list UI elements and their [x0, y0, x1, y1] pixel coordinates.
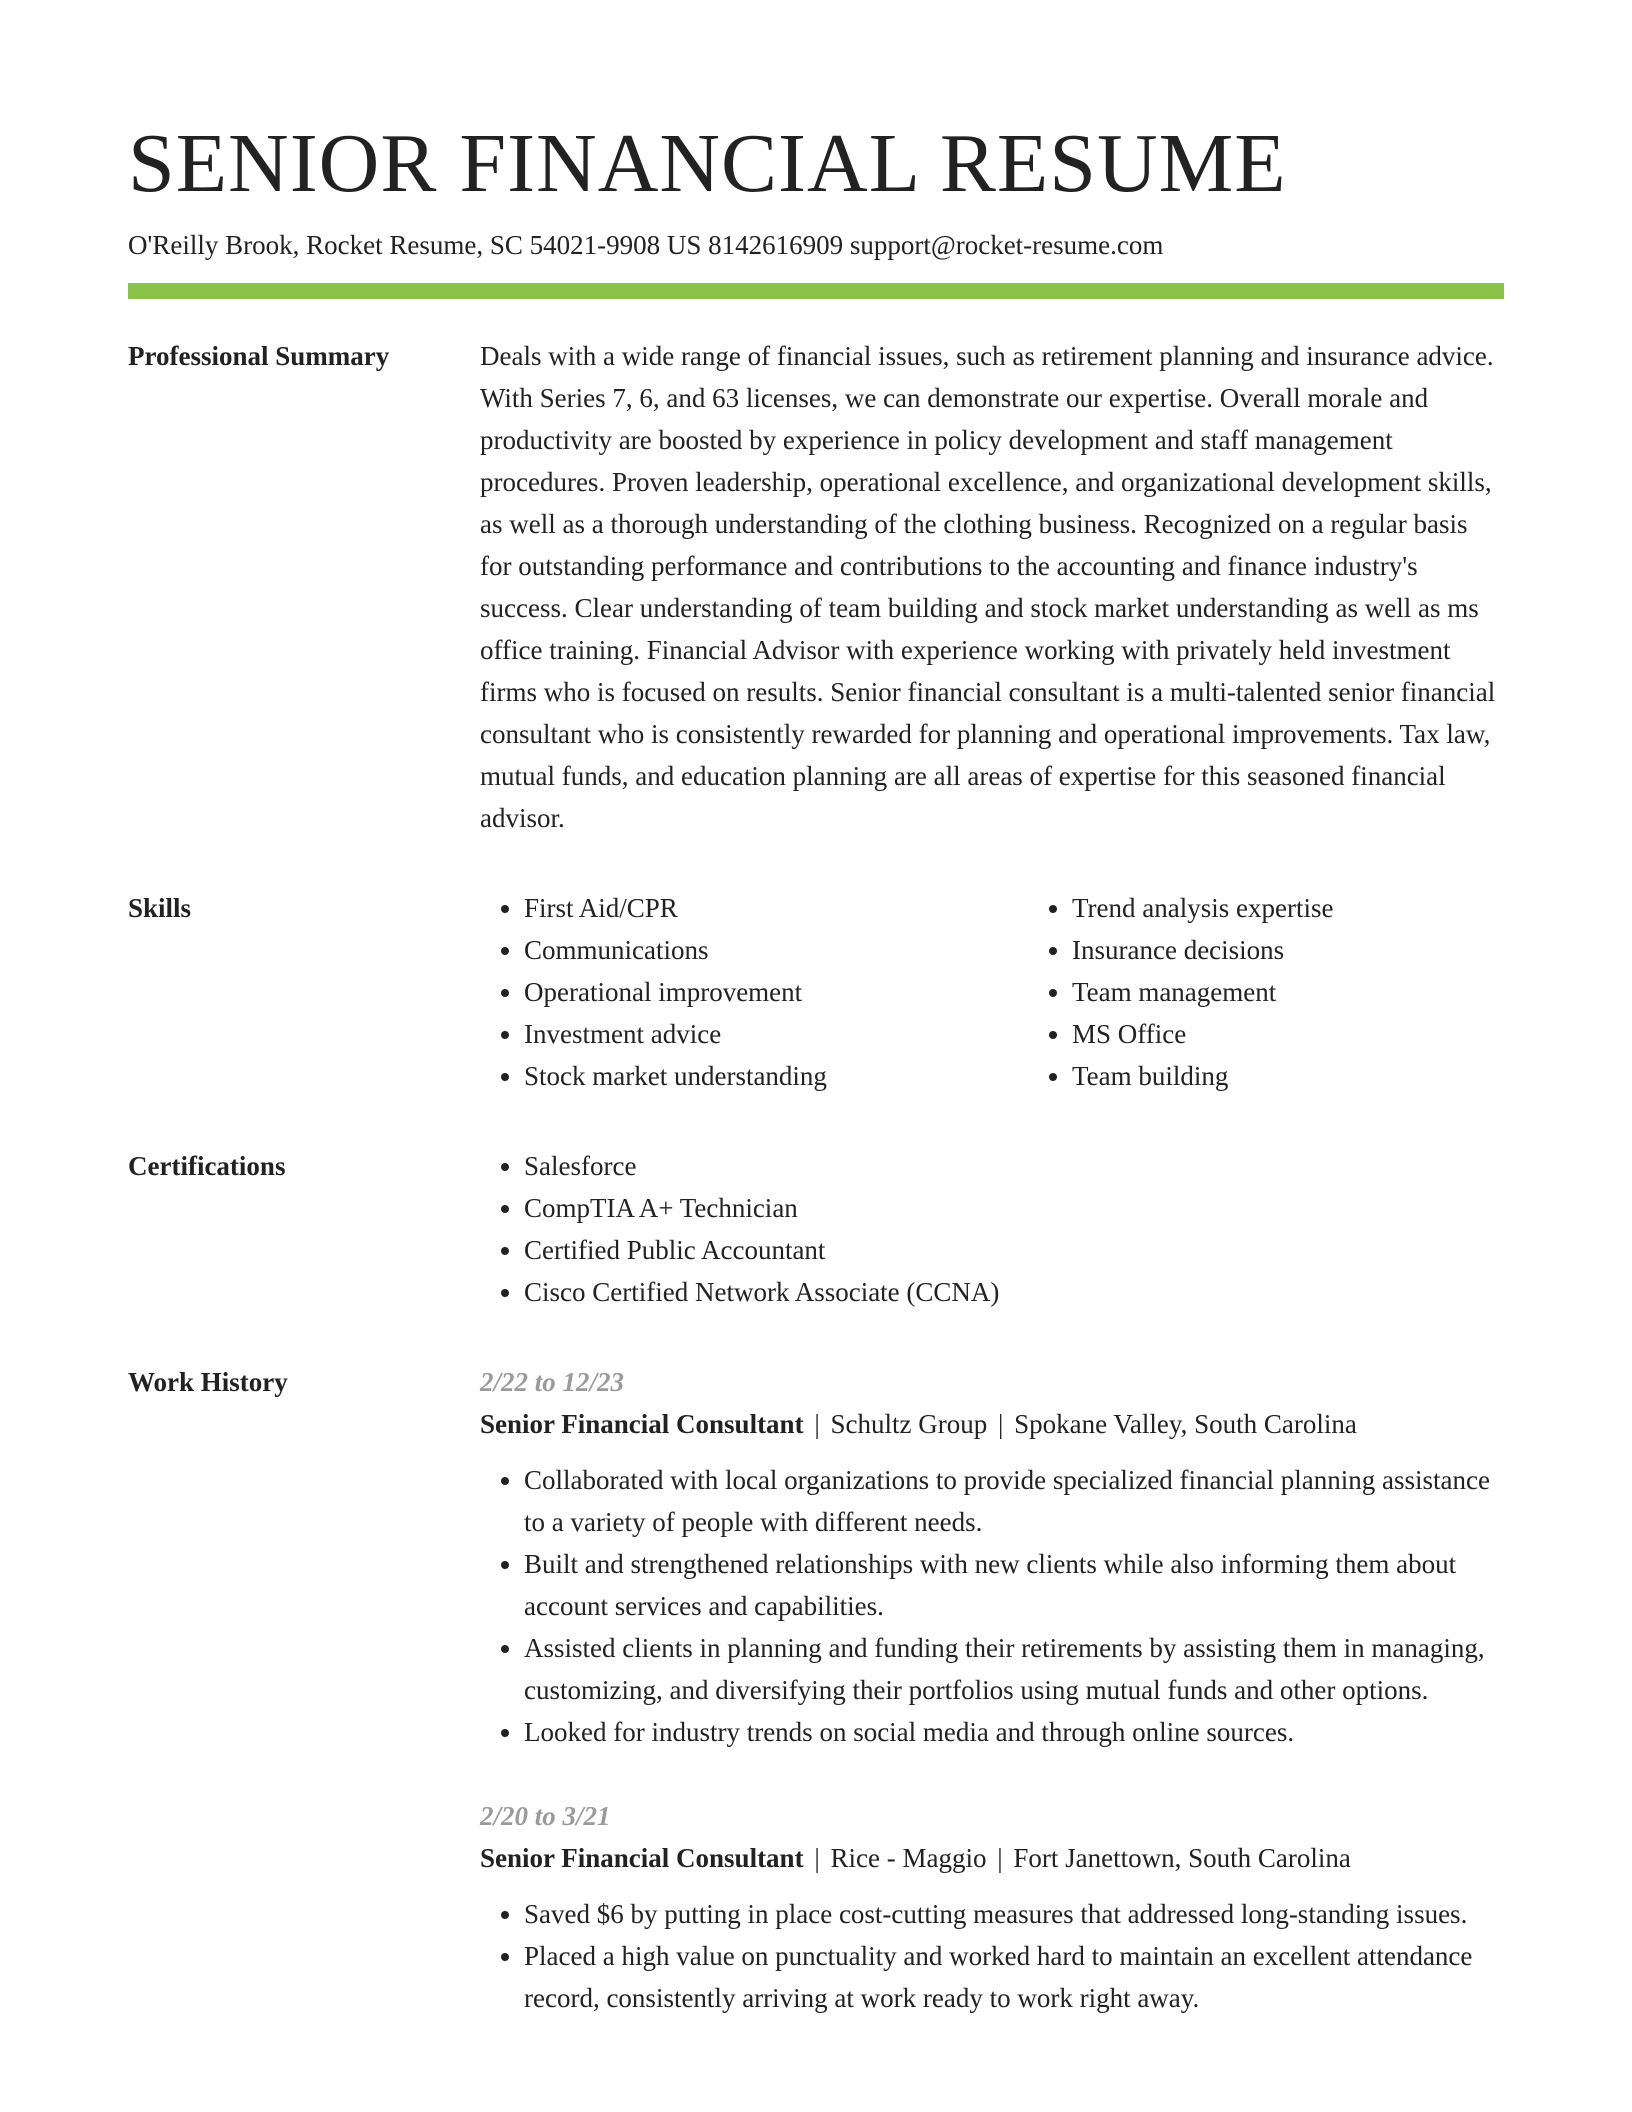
section-label: Certifications — [128, 1151, 286, 1182]
section-certifications — [128, 1145, 1504, 1313]
skill-item: • First Aid/CPR — [524, 887, 1028, 929]
section-label: Work History — [128, 1367, 288, 1398]
certification-item: • Certified Public Accountant — [524, 1229, 1504, 1271]
skill-item: • Insurance decisions — [1072, 929, 1576, 971]
job-heading: Senior Financial Consultant | Schultz Group | Spokane Valley, South Carolina — [480, 1409, 1357, 1440]
job-heading: Senior Financial Consultant | Rice - Maggio | Fort Janettown, South Carolina — [480, 1843, 1351, 1874]
certification-item: • CompTIA A+ Technician — [524, 1187, 1504, 1229]
job-dates: 2/20 to 3/21 — [480, 1801, 611, 1832]
job-title: Senior Financial Consultant — [480, 1409, 804, 1440]
skills-list-left — [480, 887, 1028, 1097]
skill-item: • MS Office — [1072, 1013, 1576, 1055]
skills-list-right — [1028, 887, 1576, 1097]
job-company: Rice - Maggio — [830, 1843, 987, 1874]
skill-item: • Communications — [524, 929, 1028, 971]
section-work-history — [128, 1361, 1504, 2019]
job-dates: 2/22 to 12/23 — [480, 1367, 625, 1398]
section-professional-summary — [128, 335, 1504, 839]
skill-item: • Trend analysis expertise — [1072, 887, 1576, 929]
job-bullet: • Collaborated with local organizations to provide specialized financial planning assistance to a variety of people with different needs. — [524, 1459, 1504, 1543]
skill-item: • Team management — [1072, 971, 1576, 1013]
certification-item: • Cisco Certified Network Associate (CCNA) — [524, 1271, 1504, 1313]
summary-text: Deals with a wide range of financial issues, such as retirement planning and insurance advice. With Series 7, 6, and 63 licenses, we can demonstrate our expertise. Overall morale and productivity are boosted by experience in policy development and staff management procedures. Proven leadership, operational excellence, and organizational development skills, as well as a thorough understanding of the clothing business. Recognized on a regular basis for outstanding performance and contributions to the accounting and finance industry's success. Clear understanding of team building and stock market understanding as well as ms office training. Financial Advisor with experience working with privately held investment firms who is focused on results. Senior financial consultant is a multi-talented senior financial consultant who is consistently rewarded for planning and operational improvements. Tax law, mutual funds, and education planning are all areas of expertise for this seasoned financial advisor. — [480, 341, 1496, 834]
skill-item: • Operational improvement — [524, 971, 1028, 1013]
job-bullets — [480, 1459, 1504, 1753]
job-entry — [480, 1795, 1504, 2019]
header-divider — [128, 283, 1504, 299]
job-title: Senior Financial Consultant — [480, 1843, 804, 1874]
skill-item: • Team building — [1072, 1055, 1576, 1097]
resume-title: SENIOR FINANCIAL RESUME — [128, 117, 1287, 210]
certification-item: • Salesforce — [524, 1145, 1504, 1187]
job-location: Fort Janettown, South Carolina — [1013, 1843, 1351, 1874]
resume-page — [128, 118, 1504, 2019]
job-bullets — [480, 1893, 1504, 2019]
job-bullet: • Assisted clients in planning and funding their retirements by assisting them in managing, customizing, and diversifying their portfolios using mutual funds and other options. — [524, 1627, 1504, 1711]
certifications-list — [480, 1145, 1504, 1313]
job-bullet: • Looked for industry trends on social media and through online sources. — [524, 1711, 1504, 1753]
job-bullet: • Saved $6 by putting in place cost-cutting measures that addressed long-standing issues. — [524, 1893, 1504, 1935]
job-bullet: • Placed a high value on punctuality and worked hard to maintain an excellent attendance record, consistently arriving at work ready to work right away. — [524, 1935, 1504, 2019]
contact-line: O'Reilly Brook, Rocket Resume, SC 54021-9908 US 8142616909 support@rocket-resume.com — [128, 230, 1164, 261]
section-label: Skills — [128, 893, 192, 924]
job-company: Schultz Group — [830, 1409, 988, 1440]
section-label: Professional Summary — [128, 341, 390, 372]
job-entry — [480, 1361, 1504, 1753]
skill-item: • Investment advice — [524, 1013, 1028, 1055]
job-location: Spokane Valley, South Carolina — [1014, 1409, 1357, 1440]
section-skills — [128, 887, 1504, 1097]
job-bullet: • Built and strengthened relationships with new clients while also informing them about account services and capabilities. — [524, 1543, 1504, 1627]
skill-item: • Stock market understanding — [524, 1055, 1028, 1097]
